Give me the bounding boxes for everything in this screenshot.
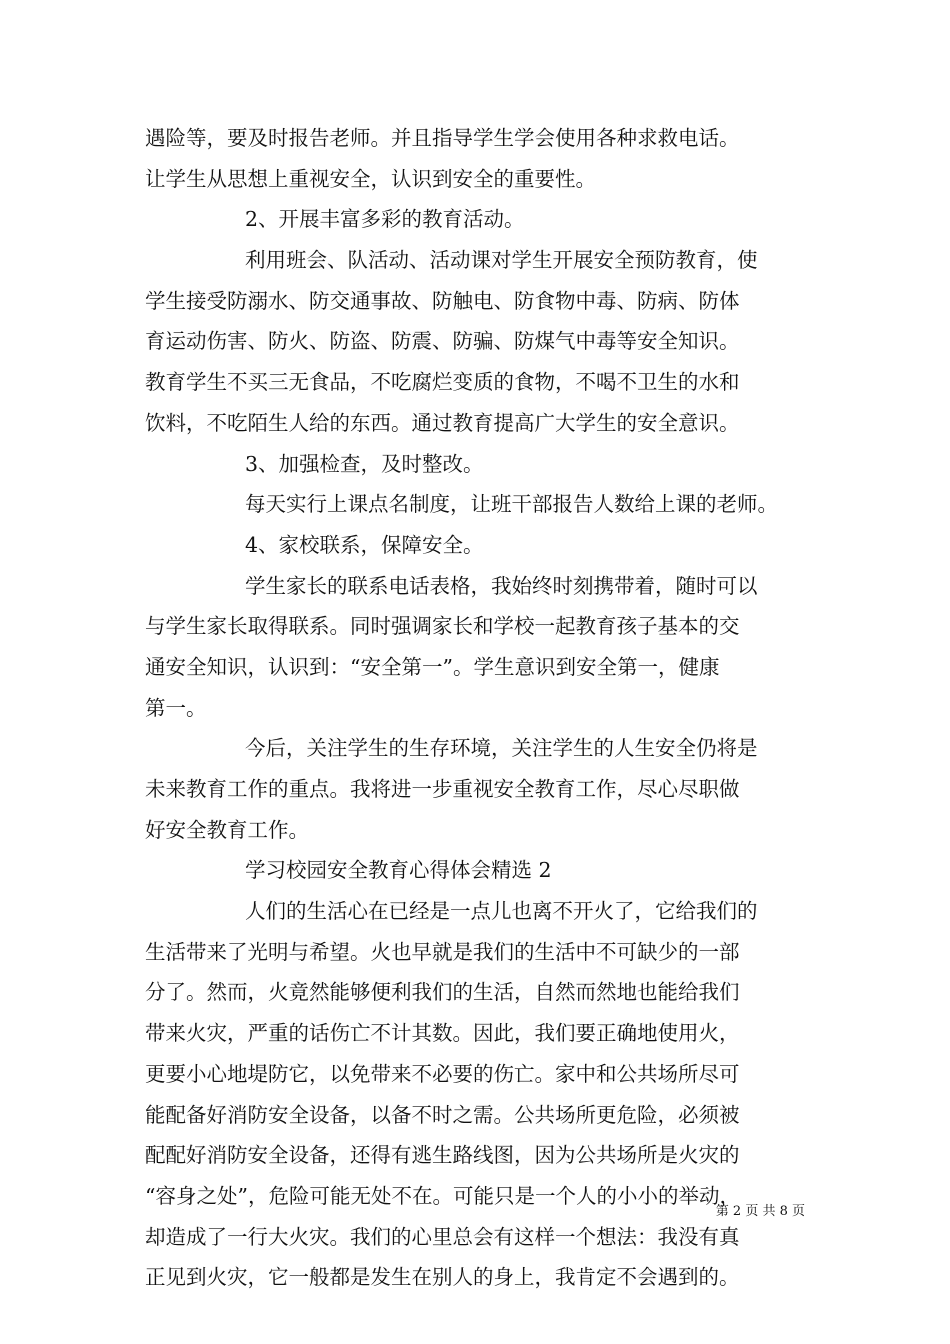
text-line: 每天实行上课点名制度，让班干部报告人数给上课的老师。: [245, 492, 778, 517]
text-line: 生活带来了光明与希望。火也早就是我们的生活中不可缺少的一部: [145, 939, 740, 964]
text-line: 3、加强检查，及时整改。: [245, 451, 484, 476]
text-line: 通安全知识，认识到：“安全第一”。学生意识到安全第一，健康: [145, 654, 720, 679]
text-line: 学生接受防溺水、防交通事故、防触电、防食物中毒、防病、防体: [145, 288, 740, 313]
text-line: 好安全教育工作。: [145, 817, 309, 842]
text-line: 却造成了一行大火灾。我们的心里总会有这样一个想法：我没有真: [145, 1224, 740, 1249]
page-number: 第 2 页 共 8 页: [715, 1204, 805, 1219]
text-line: 正见到火灾，它一般都是发生在别人的身上，我肯定不会遇到的。: [145, 1265, 740, 1290]
text-line: 第一。: [145, 695, 207, 720]
text-line: 分了。然而，火竟然能够便利我们的生活，自然而然地也能给我们: [145, 980, 740, 1005]
text-line: 人们的生活心在已经是一点儿也离不开火了，它给我们的: [245, 899, 758, 924]
text-line: 配配好消防安全设备，还得有逃生路线图，因为公共场所是火灾的: [145, 1143, 740, 1168]
text-line: 学生家长的联系电话表格，我始终时刻携带着，随时可以: [245, 573, 758, 598]
text-line: 学习校园安全教育心得体会精选 2: [245, 858, 552, 883]
text-line: 未来教育工作的重点。我将进一步重视安全教育工作，尽心尽职做: [145, 777, 740, 801]
text-line: 今后，关注学生的生存环境，关注学生的人生安全仍将是: [245, 736, 758, 761]
text-line: 利用班会、队活动、活动课对学生开展安全预防教育，使: [245, 248, 758, 273]
text-line: “容身之处”，危险可能无处不在。可能只是一个人的小小的举动，: [145, 1183, 740, 1208]
text-line: 4、家校联系，保障安全。: [245, 532, 484, 557]
text-line: 与学生家长取得联系。同时强调家长和学校一起教育孩子基本的交: [145, 614, 740, 639]
text-line: 带来火灾，严重的话伤亡不计其数。因此，我们要正确地使用火，: [145, 1021, 740, 1046]
text-line: 遇险等，要及时报告老师。并且指导学生学会使用各种求救电话。: [145, 126, 740, 150]
text-line: 育运动伤害、防火、防盗、防震、防骗、防煤气中毒等安全知识。: [145, 329, 740, 354]
text-line: 更要小心地堤防它，以免带来不必要的伤亡。家中和公共场所尽可: [145, 1061, 740, 1086]
body-text: [145, 118, 825, 1298]
text-line: 饮料，不吃陌生人给的东西。通过教育提高广大学生的安全意识。: [145, 410, 740, 435]
text-line: 让学生从思想上重视安全，认识到安全的重要性。: [145, 166, 596, 191]
text-line: 能配备好消防安全设备，以备不时之需。公共场所更危险，必须被: [145, 1102, 740, 1127]
text-line: 2、开展丰富多彩的教育活动。: [245, 207, 525, 232]
text-line: 教育学生不买三无食品，不吃腐烂变质的食物，不喝不卫生的水和: [145, 370, 740, 395]
